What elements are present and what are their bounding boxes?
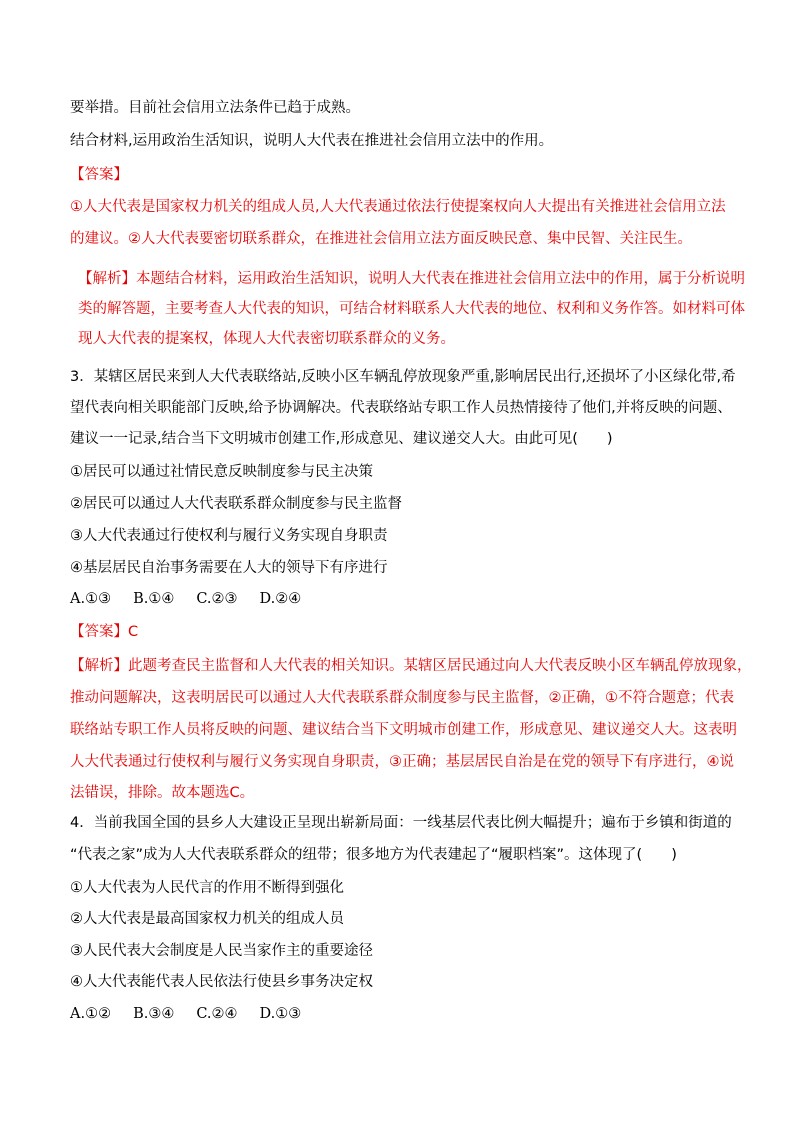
q4-option-c: C.②④ xyxy=(196,1006,238,1022)
q3-analysis-line: 法错误，排除。故本题选C。 xyxy=(70,785,255,801)
q3-item: ④基层居民自治事务需要在人大的领导下有序进行 xyxy=(70,560,388,576)
q2-answer-line: 的建议。②人大代表要密切联系群众，在推进社会信用立法方面反映民意、集中民智、关注民生。 xyxy=(70,231,692,247)
q4-item: ①人大代表为人民代言的作用不断得到强化 xyxy=(70,880,344,896)
q3-analysis-line: 【解析】此题考查民主监督和人大代表的相关知识。某辖区居民通过向人大代表反映小区车辆乱停放现象， xyxy=(70,658,752,674)
q3-answer: 【答案】C xyxy=(70,624,139,640)
q4-option-d: D.①③ xyxy=(259,1006,302,1022)
q2-context-end: 要举措。目前社会信用立法条件已趋于成熟。 xyxy=(70,100,360,116)
q3-option-b: B.①④ xyxy=(133,591,175,607)
q3-item: ①居民可以通过社情民意反映制度参与民主决策 xyxy=(70,464,373,480)
q3-analysis-line: 联络站专职工作人员将反映的问题、建议结合当下文明城市创建工作，形成意见、建议递交人大。这表明 xyxy=(70,722,737,738)
q4-item: ③人民代表大会制度是人民当家作主的重要途径 xyxy=(70,943,373,959)
q4-options xyxy=(70,1004,323,1024)
q3-stem-line: 建议一一记录,结合当下文明城市创建工作,形成意见、建议递交人大。由此可见( ) xyxy=(70,431,613,447)
q2-analysis-line: 类的解答题，主要考查人大代表的知识，可结合材料联系人大代表的地位、权利和义务作答。如材料可体 xyxy=(78,301,745,317)
q3-stem-line: 望代表向相关职能部门反映,给予协调解决。代表联络站专职工作人员热情接待了他们,并将反映的问题、 xyxy=(70,400,732,416)
q2-answer-tag: 【答案】 xyxy=(70,167,128,183)
q3-analysis-line: 人大代表通过行使权利与履行义务实现自身职责，③正确；基层居民自治是在党的领导下有序进行，④说 xyxy=(70,754,734,770)
q3-option-d: D.②④ xyxy=(259,591,302,607)
q4-stem-line: 4．当前我国全国的县乡人大建设正呈现出崭新局面：一线基层代表比例大幅提升；遍布于乡镇和街道的 xyxy=(70,815,732,831)
q4-stem-line: “代表之家”成为人大代表联系群众的纽带；很多地方为代表建起了“履职档案”。这体现了( ) xyxy=(70,847,677,863)
q3-item: ②居民可以通过人大代表联系群众制度参与民主监督 xyxy=(70,496,402,512)
q3-item: ③人大代表通过行使权利与履行义务实现自身职责 xyxy=(70,528,388,544)
q3-stem-line: 3．某辖区居民来到人大代表联络站,反映小区车辆乱停放现象严重,影响居民出行,还损坏了小区绿化带,希 xyxy=(70,369,736,385)
q2-prompt: 结合材料,运用政治生活知识，说明人大代表在推进社会信用立法中的作用。 xyxy=(70,133,554,149)
q4-item: ②人大代表是最高国家权力机关的组成人员 xyxy=(70,911,344,927)
q3-option-c: C.②③ xyxy=(196,591,238,607)
q4-option-b: B.③④ xyxy=(133,1006,175,1022)
q2-answer-line: ①人大代表是国家权力机关的组成人员,人大代表通过依法行使提案权向人大提出有关推进社会信用立法 xyxy=(70,199,726,215)
q3-option-a: A.①③ xyxy=(70,591,112,607)
q4-option-a: A.①② xyxy=(70,1006,112,1022)
q2-analysis-line: 现人大代表的提案权，体现人大代表密切联系群众的义务。 xyxy=(78,331,455,347)
q3-analysis-line: 推动问题解决，这表明居民可以通过人大代表联系群众制度参与民主监督，②正确，①不符合题意；代表 xyxy=(70,690,734,706)
q2-analysis-line: 【解析】本题结合材料，运用政治生活知识，说明人大代表在推进社会信用立法中的作用，属于分析说明 xyxy=(78,271,745,287)
q3-options xyxy=(70,589,323,609)
q4-item: ④人大代表能代表人民依法行使县乡事务决定权 xyxy=(70,974,373,990)
